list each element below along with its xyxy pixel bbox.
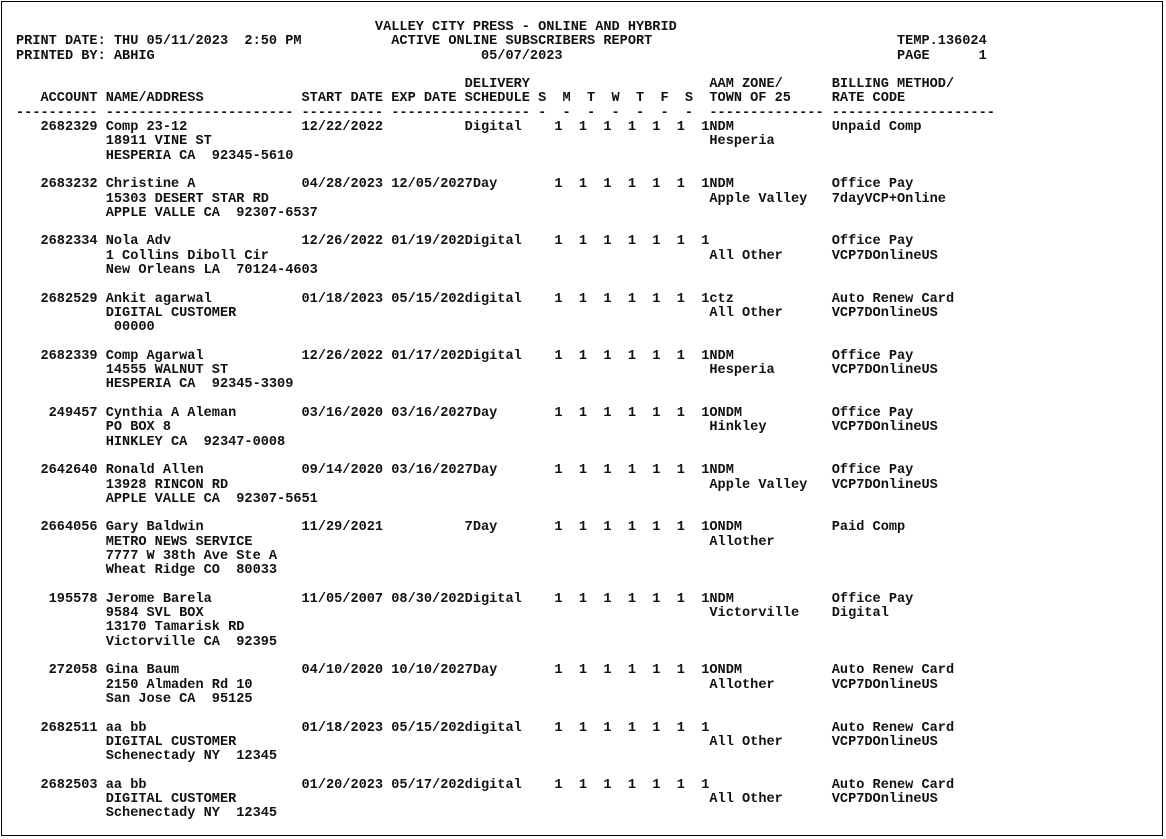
spacer xyxy=(16,450,995,464)
record-address-line: 9584 SVL BOX Victorville Digital xyxy=(16,606,889,622)
record-row: 2682511 aa bb 01/18/2023 05/15/202digital 1 1 1 1 1 1 1 Auto Renew Card xyxy=(16,720,955,736)
spacer xyxy=(16,64,995,78)
record-row: 272058 Gina Baum 04/10/2020 10/10/2027Day 1 1 1 1 1 1 1ONDM Auto Renew Card xyxy=(16,663,955,679)
spacer xyxy=(16,507,995,521)
header-rule: ---------- ----------------------- ---------- ----------------- - - - - - - - -------------- -------------------- xyxy=(16,105,995,121)
record-address-line: APPLE VALLE CA 92307-6537 xyxy=(16,205,318,221)
record-row: 195578 Jerome Barela 11/05/2007 08/30/202Digital 1 1 1 1 1 1 1NDM Office Pay xyxy=(16,591,914,607)
subscribers-report xyxy=(16,21,995,822)
record-address-line: 13928 RINCON RD Apple Valley VCP7DOnlineUS xyxy=(16,477,938,493)
record-address-line: 14555 WALNUT ST Hesperia VCP7DOnlineUS xyxy=(16,363,938,379)
record-address-line: Wheat Ridge CO 80033 xyxy=(16,563,278,579)
print-date-line: PRINT DATE: THU 05/11/2023 2:50 PM ACTIVE ONLINE SUBSCRIBERS REPORT TEMP.136024 xyxy=(16,34,987,50)
record-address-line: DIGITAL CUSTOMER All Other VCP7DOnlineUS xyxy=(16,734,938,750)
record-row: 2682334 Nola Adv 12/26/2022 01/19/202Digital 1 1 1 1 1 1 1 Office Pay xyxy=(16,234,914,250)
record-address-line: HINKLEY CA 92347-0008 xyxy=(16,434,286,450)
spacer xyxy=(16,650,995,664)
record-address-line: Schenectady NY 12345 xyxy=(16,806,278,822)
record-address-line: PO BOX 8 Hinkley VCP7DOnlineUS xyxy=(16,420,938,436)
record-address-line: 00000 xyxy=(16,320,155,336)
spacer xyxy=(16,164,995,178)
spacer xyxy=(16,579,995,593)
record-address-line: METRO NEWS SERVICE Allother xyxy=(16,534,775,550)
report-title: VALLEY CITY PRESS - ONLINE AND HYBRID xyxy=(16,20,677,35)
column-header-bottom: ACCOUNT NAME/ADDRESS START DATE EXP DATE SCHEDULE S M T W T F S TOWN OF 25 RATE CODE xyxy=(16,91,906,107)
record-row: 2664056 Gary Baldwin 11/29/2021 7Day 1 1 1 1 1 1 1ONDM Paid Comp xyxy=(16,520,906,536)
record-address-line: New Orleans LA 70124-4603 xyxy=(16,263,318,279)
record-address-line: 18911 VINE ST Hesperia xyxy=(16,134,775,150)
record-address-line: Schenectady NY 12345 xyxy=(16,749,278,765)
spacer xyxy=(16,336,995,350)
spacer xyxy=(16,707,995,721)
column-header-top: DELIVERY AAM ZONE/ BILLING METHOD/ xyxy=(16,77,955,93)
spacer xyxy=(16,393,995,407)
record-address-line: 13170 Tamarisk RD xyxy=(16,620,245,636)
record-address-line: DIGITAL CUSTOMER All Other VCP7DOnlineUS xyxy=(16,792,938,808)
record-row: 2682339 Comp Agarwal 12/26/2022 01/17/202Digital 1 1 1 1 1 1 1NDM Office Pay xyxy=(16,348,914,364)
spacer xyxy=(16,764,995,778)
record-row: 2682329 Comp 23-12 12/22/2022 Digital 1 1 1 1 1 1 1NDM Unpaid Comp xyxy=(16,120,922,136)
spacer xyxy=(16,221,995,235)
record-row: 2682529 Ankit agarwal 01/18/2023 05/15/202digital 1 1 1 1 1 1 1ctz Auto Renew Card xyxy=(16,291,955,307)
record-address-line: DIGITAL CUSTOMER All Other VCP7DOnlineUS xyxy=(16,305,938,321)
record-address-line: 1 Collins Diboll Cir All Other VCP7DOnlineUS xyxy=(16,248,938,264)
printed-by-line: PRINTED BY: ABHIG 05/07/2023 PAGE 1 xyxy=(16,48,987,64)
report-page xyxy=(1,1,1163,836)
record-address-line: Victorville CA 92395 xyxy=(16,634,278,650)
record-row: 2682503 aa bb 01/20/2023 05/17/202digital 1 1 1 1 1 1 1 Auto Renew Card xyxy=(16,777,955,793)
record-row: 249457 Cynthia A Aleman 03/16/2020 03/16/2027Day 1 1 1 1 1 1 1ONDM Office Pay xyxy=(16,406,914,422)
spacer xyxy=(16,278,995,292)
record-address-line: 15303 DESERT STAR RD Apple Valley 7dayVCP+Online xyxy=(16,191,946,207)
record-row: 2642640 Ronald Allen 09/14/2020 03/16/2027Day 1 1 1 1 1 1 1NDM Office Pay xyxy=(16,463,914,479)
record-row: 2683232 Christine A 04/28/2023 12/05/2027Day 1 1 1 1 1 1 1NDM Office Pay xyxy=(16,177,914,193)
record-address-line: 7777 W 38th Ave Ste A xyxy=(16,548,278,564)
record-address-line: 2150 Almaden Rd 10 Allother VCP7DOnlineUS xyxy=(16,677,938,693)
record-address-line: HESPERIA CA 92345-5610 xyxy=(16,148,294,164)
record-address-line: HESPERIA CA 92345-3309 xyxy=(16,377,294,393)
record-address-line: APPLE VALLE CA 92307-5651 xyxy=(16,491,318,507)
record-address-line: San Jose CA 95125 xyxy=(16,691,253,707)
